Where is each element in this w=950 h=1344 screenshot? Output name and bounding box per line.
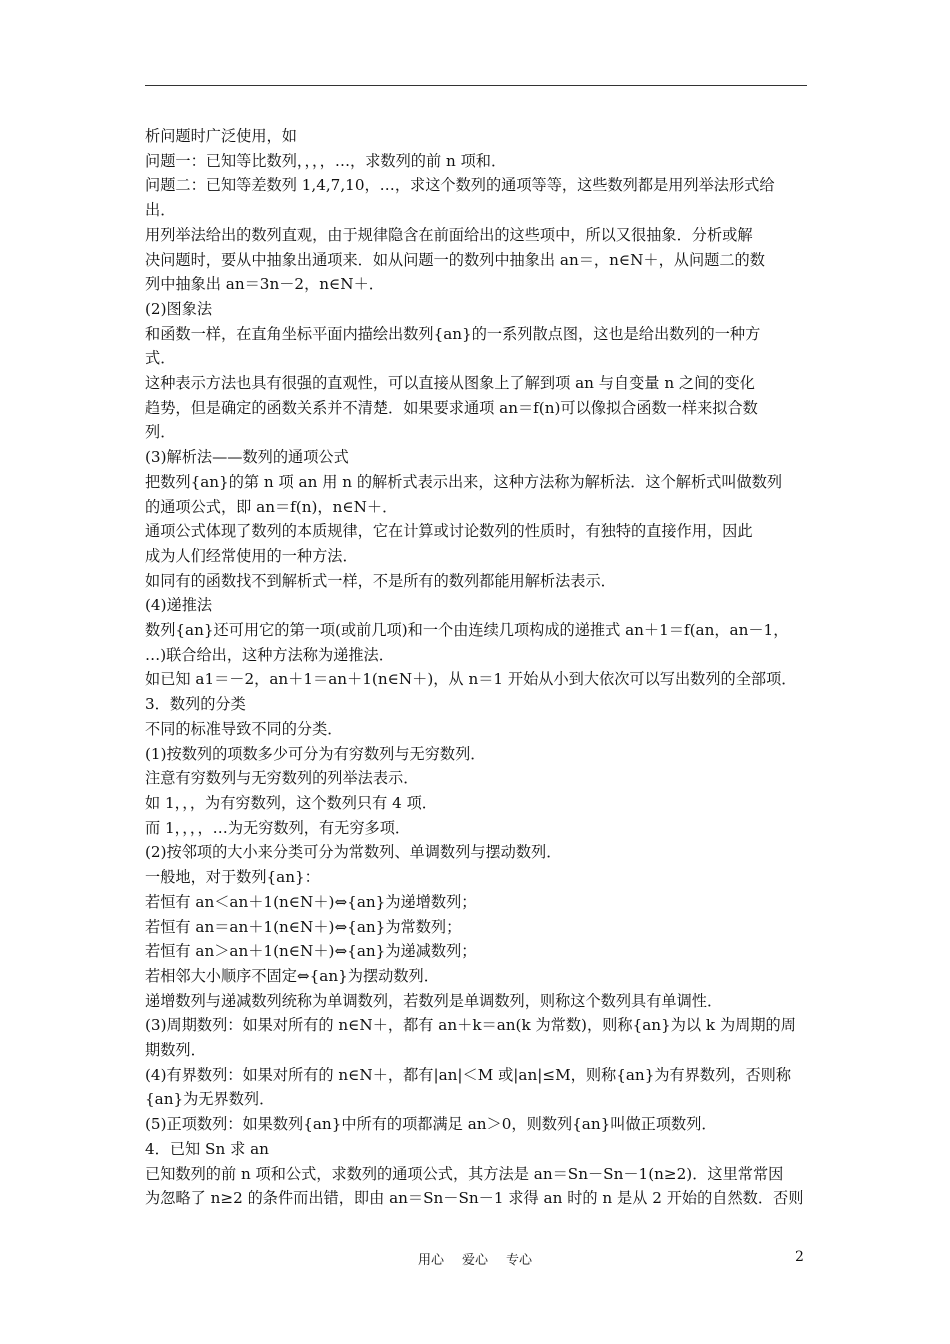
text-line: 通项公式体现了数列的本质规律，它在计算或讨论数列的性质时，有独特的直接作用，因此: [145, 522, 753, 541]
text-line: 若恒有 an＜an＋1(n∈N＋)⇔{an}为递增数列；: [145, 892, 477, 911]
section-heading: (3)解析法——数列的通项公式: [145, 448, 349, 467]
footer-motto-part: 用心: [417, 1253, 444, 1268]
text-line: (1)按数列的项数多少可分为有穷数列与无穷数列．: [145, 744, 486, 763]
page-number: 2: [795, 1249, 804, 1265]
document-body: [145, 124, 810, 1211]
text-line: 若恒有 an＞an＋1(n∈N＋)⇔{an}为递减数列；: [145, 942, 477, 961]
text-line: 列．: [145, 423, 176, 442]
section-heading: (4)递推法: [145, 596, 213, 615]
text-line: 如同有的函数找不到解析式一样，不是所有的数列都能用解析法表示．: [145, 571, 616, 590]
text-line: …)联合给出，这种方法称为递推法．: [145, 645, 394, 664]
text-line: 若恒有 an＝an＋1(n∈N＋)⇔{an}为常数列；: [145, 917, 462, 936]
text-line: 而 1，，，，…为无穷数列，有无穷多项．: [145, 818, 411, 837]
text-line: (5)正项数列：如果数列{an}中所有的项都满足 an＞0，则数列{an}叫做正项数列．: [145, 1115, 717, 1134]
footer-motto-part: 专心: [506, 1253, 533, 1268]
text-line: (2)按邻项的大小来分类可分为常数列、单调数列与摆动数列．: [145, 843, 562, 862]
text-line: 已知数列的前 n 项和公式，求数列的通项公式，其方法是 an＝Sn－Sn－1(n≥2)．这里常常因: [145, 1164, 784, 1183]
text-line: 为忽略了 n≥2 的条件而出错，即由 an＝Sn－Sn－1 求得 an 时的 n 是从 2 开始的自然数．否则: [145, 1189, 804, 1208]
text-line: 和函数一样，在直角坐标平面内描绘出数列{an}的一系列散点图，这也是给出数列的一种方: [145, 324, 761, 343]
text-line: 趋势，但是确定的函数关系并不清楚．如果要求通项 an＝f(n)可以像拟合函数一样来拟合数: [145, 398, 758, 417]
footer-motto: [0, 1249, 950, 1268]
text-line: 问题二：已知等差数列 1,4,7,10，…，求这个数列的通项等等，这些数列都是用列举法形式给: [145, 176, 775, 195]
text-line: 决问题时，要从中抽象出通项来．如从问题一的数列中抽象出 an＝，n∈N＋，从问题二的数: [145, 250, 765, 269]
text-line: (4)有界数列：如果对所有的 n∈N＋，都有|an|＜M 或|an|≤M，则称{an}为有界数列，否则称: [145, 1065, 792, 1084]
text-line: 用列举法给出的数列直观，由于规律隐含在前面给出的这些项中，所以又很抽象．分析或解: [145, 225, 753, 244]
footer-motto-part: 爱心: [461, 1253, 488, 1268]
text-line: 问题一：已知等比数列，，，，…，求数列的前 n 项和．: [145, 151, 507, 170]
text-line: 递增数列与递减数列统称为单调数列，若数列是单调数列，则称这个数列具有单调性．: [145, 991, 723, 1010]
text-line: 不同的标准导致不同的分类．: [145, 719, 343, 738]
text-line: 期数列．: [145, 1041, 206, 1060]
text-line: 这种表示方法也具有很强的直观性，可以直接从图象上了解到项 an 与自变量 n 之间的变化: [145, 374, 755, 393]
text-line: 把数列{an}的第 n 项 an 用 n 的解析式表示出来，这种方法称为解析法．这个解析式叫做数列: [145, 472, 783, 491]
section-heading: 4．已知 Sn 求 an: [145, 1139, 269, 1158]
text-line: 析问题时广泛使用，如: [145, 127, 297, 145]
text-line: 的通项公式，即 an＝f(n)，n∈N＋．: [145, 497, 398, 516]
text-line: 注意有穷数列与无穷数列的列举法表示．: [145, 769, 419, 788]
text-line: 一般地，对于数列{an}：: [145, 868, 320, 887]
section-heading: 3．数列的分类: [145, 695, 246, 714]
text-line: 如 1，，，为有穷数列，这个数列只有 4 项．: [145, 793, 437, 812]
text-line: 出．: [145, 201, 176, 220]
text-line: 式．: [145, 349, 176, 368]
text-line: 列中抽象出 an＝3n－2，n∈N＋．: [145, 275, 384, 294]
text-line: 成为人们经常使用的一种方法．: [145, 546, 358, 565]
text-line: 若相邻大小顺序不固定⇔{an}为摆动数列．: [145, 966, 439, 985]
text-line: 如已知 a1＝－2，an＋1＝an＋1(n∈N＋)，从 n＝1 开始从小到大依次可以写出数列的全部项．: [145, 670, 797, 689]
section-heading: (2)图象法: [145, 299, 213, 318]
text-line: {an}为无界数列．: [145, 1090, 275, 1109]
text-line: 数列{an}还可用它的第一项(或前几项)和一个由连续几项构成的递推式 an＋1＝f(an，an－1，: [145, 621, 789, 640]
header-rule: [145, 85, 807, 86]
text-line: (3)周期数列：如果对所有的 n∈N＋，都有 an＋k＝an(k 为常数)，则称{an}为以 k 为周期的周: [145, 1016, 796, 1035]
